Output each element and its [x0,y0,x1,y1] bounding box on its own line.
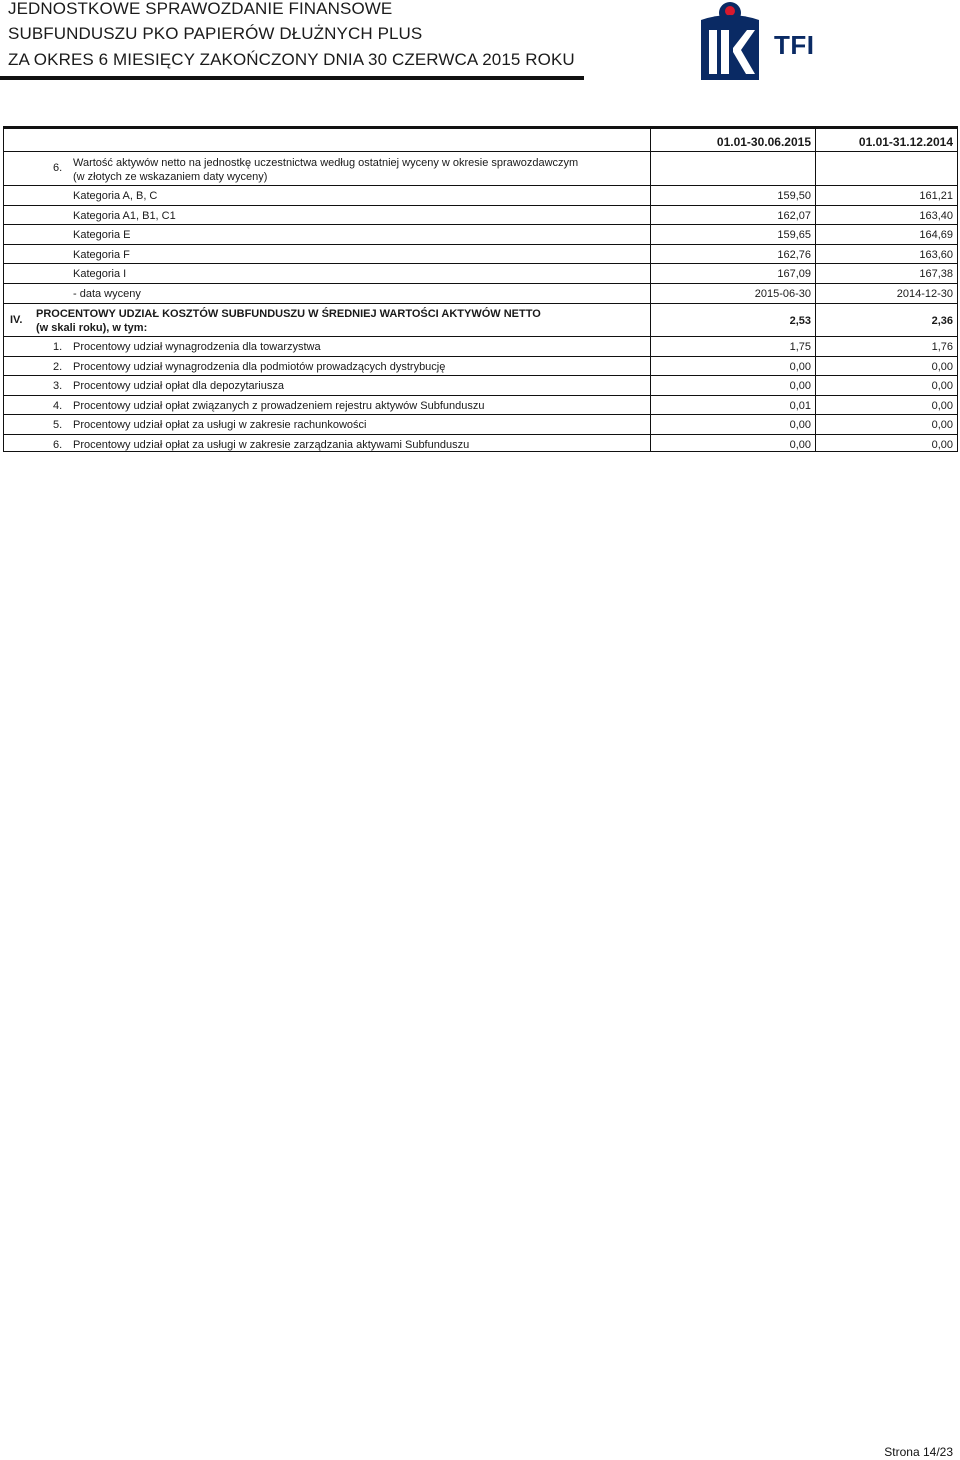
row-value-2014: 0,00 [931,380,953,392]
section-label [36,307,541,335]
row-value-2014: 164,69 [919,229,953,241]
subfund-name: SUBFUNDUSZU PKO PAPIERÓW DŁUŻNYCH PLUS [8,24,423,43]
row-value-2014: 1,76 [931,341,953,353]
section-label-line1: PROCENTOWY UDZIAŁ KOSZTÓW SUBFUNDUSZU W ŚREDNIEJ WARTOŚCI AKTYWÓW NETTO [36,308,541,320]
section-label-line2: (w złotych ze wskazaniem daty wyceny) [73,171,268,183]
section-number: 6. [53,162,63,174]
section-label-line2: (w skali roku), w tym: [36,322,148,334]
row-label: Procentowy udział opłat dla depozytariusza [73,380,284,392]
row-value-2015: 0,00 [789,361,811,373]
financial-table [3,126,958,452]
row-value-2015: 0,00 [789,439,811,451]
table-header-row [4,129,957,151]
table-row [4,434,957,454]
row-value-2014: 167,38 [919,268,953,280]
row-label: Procentowy udział wynagrodzenia dla podmiotów prowadzących dystrybucję [73,361,446,373]
row-value-2015: 0,00 [789,380,811,392]
section-6-header [4,151,957,184]
table-row [4,336,957,356]
row-value-2015: 159,50 [777,190,811,202]
page-number: Strona 14/23 [884,1445,953,1459]
row-value-2015: 167,09 [777,268,811,280]
pko-logo-icon [699,0,761,82]
row-number: 4. [53,400,63,412]
row-value-2014: 0,00 [931,419,953,431]
row-number: 3. [53,380,63,392]
row-label: Procentowy udział opłat za usługi w zakresie rachunkowości [73,419,367,431]
row-label: Kategoria A, B, C [73,190,158,202]
report-title: JEDNOSTKOWE SPRAWOZDANIE FINANSOWE [8,0,393,18]
section-iv-header [4,303,957,336]
row-value-2014: 2014-12-30 [896,288,953,300]
row-value-2015: 162,76 [777,249,811,261]
table-row [4,224,957,244]
page-header [0,0,960,84]
table-row [4,356,957,376]
row-value-2014: 163,40 [919,210,953,222]
table-row [4,205,957,225]
row-label: Kategoria E [73,229,131,241]
row-value-2014: 0,00 [931,439,953,451]
table-row [4,185,957,205]
row-value-2015: 2015-06-30 [754,288,811,300]
row-number: 6. [53,439,63,451]
row-label: - data wyceny [73,288,141,300]
section-label [73,156,578,184]
table-row [4,375,957,395]
column-header-2015: 01.01-30.06.2015 [716,135,811,149]
header-divider [0,76,584,80]
section-roman-number: IV. [10,314,23,326]
row-value-2014: 163,60 [919,249,953,261]
row-number: 5. [53,419,63,431]
table-row [4,414,957,434]
row-value-2015: 1,75 [789,341,811,353]
table-row [4,283,957,303]
row-label: Kategoria A1, B1, C1 [73,210,176,222]
section-total-2014: 2,36 [931,315,953,327]
section-total-2015: 2,53 [789,315,811,327]
row-value-2015: 0,01 [789,400,811,412]
row-label: Procentowy udział opłat za usługi w zakresie zarządzania aktywami Subfunduszu [73,439,470,451]
row-value-2015: 0,00 [789,419,811,431]
row-label: Kategoria I [73,268,127,280]
table-row [4,263,957,283]
logo-text: TFI [774,30,815,60]
row-value-2015: 159,65 [777,229,811,241]
column-header-2014: 01.01-31.12.2014 [858,135,953,149]
row-number: 1. [53,341,63,353]
row-label: Procentowy udział wynagrodzenia dla towarzystwa [73,341,321,353]
row-value-2014: 0,00 [931,400,953,412]
row-value-2015: 162,07 [777,210,811,222]
row-number: 2. [53,361,63,373]
row-value-2014: 161,21 [919,190,953,202]
row-value-2014: 0,00 [931,361,953,373]
table-row [4,395,957,415]
table-row [4,244,957,264]
section-label-line1: Wartość aktywów netto na jednostkę uczestnictwa według ostatniej wyceny w okresie sprawozdawczym [73,157,579,169]
row-label: Kategoria F [73,249,130,261]
row-label: Procentowy udział opłat związanych z prowadzeniem rejestru aktywów Subfunduszu [73,400,485,412]
report-period: ZA OKRES 6 MIESIĘCY ZAKOŃCZONY DNIA 30 CZERWCA 2015 ROKU [8,50,575,69]
